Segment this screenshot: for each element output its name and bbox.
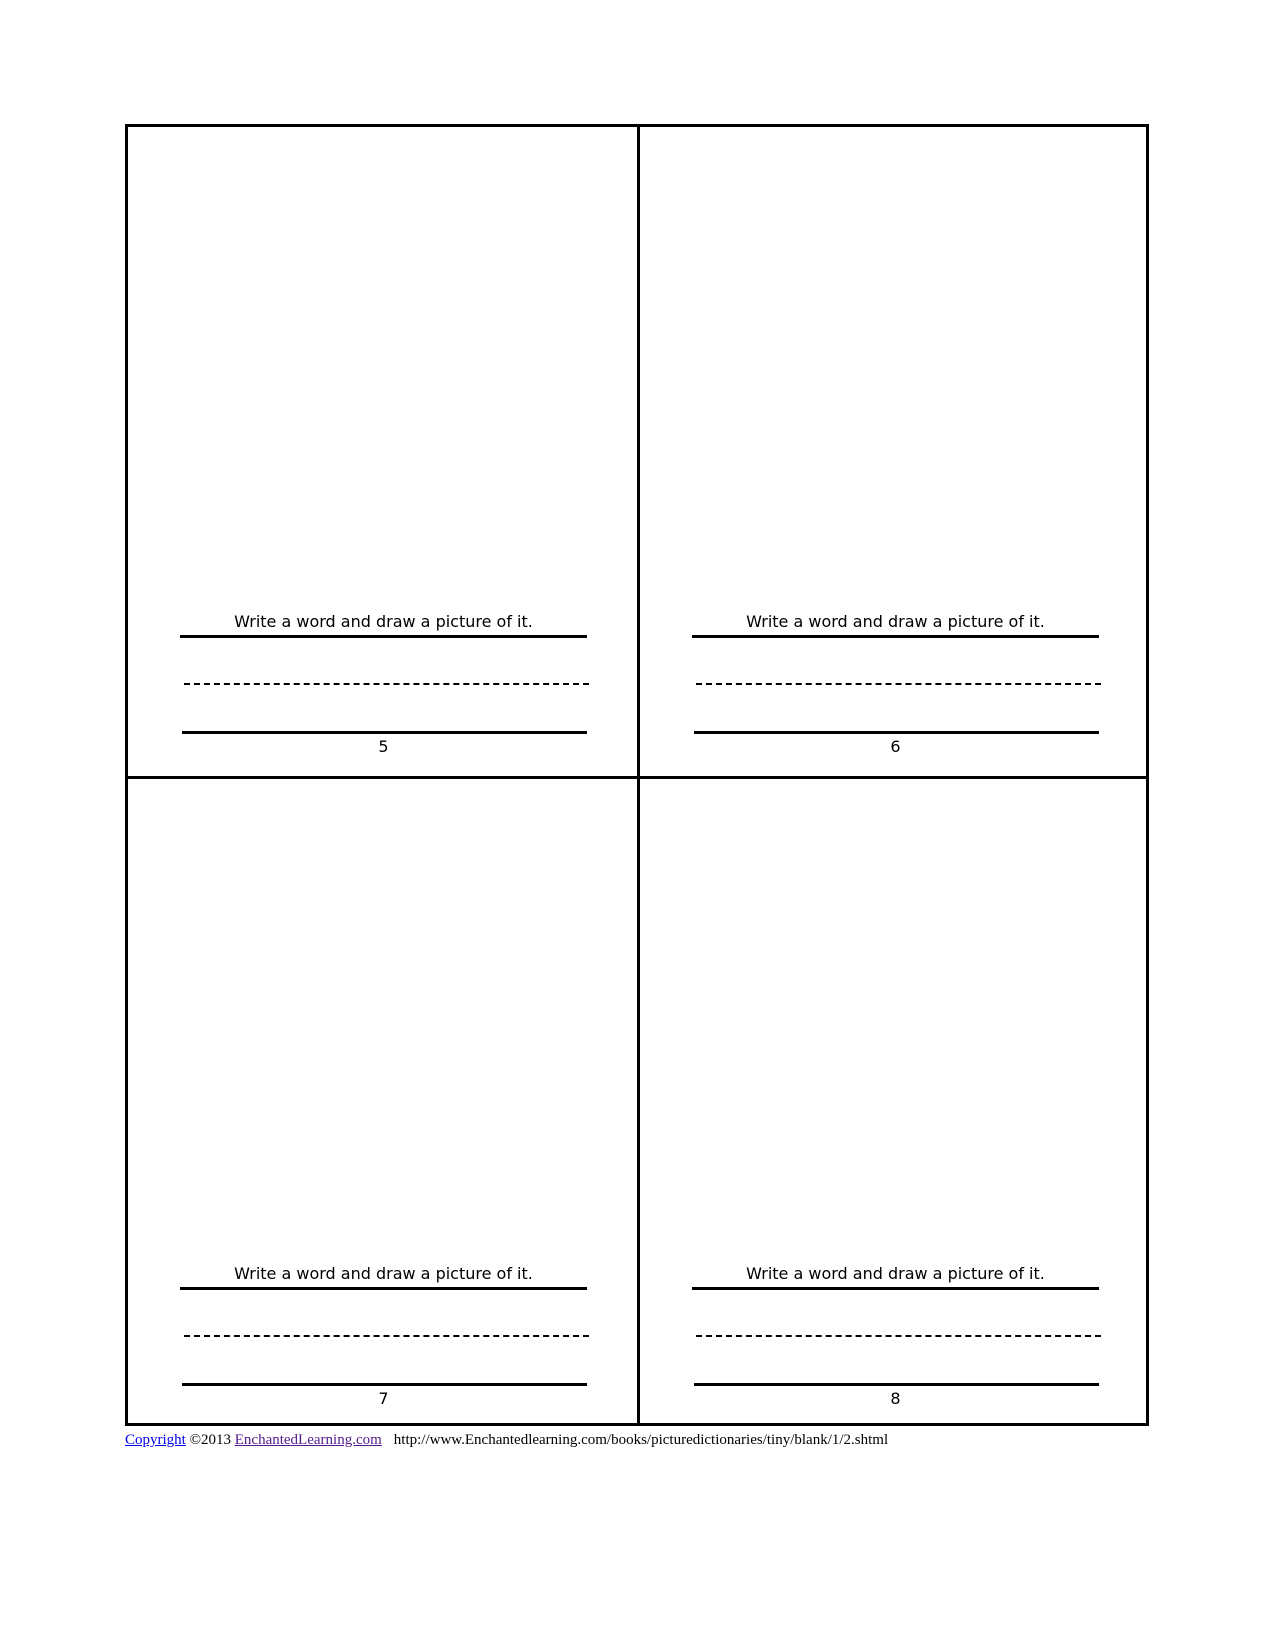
copyright-year: ©2013: [185, 1432, 235, 1448]
booklet-grid: [125, 124, 1149, 1426]
site-link[interactable]: EnchantedLearning.com: [234, 1432, 382, 1448]
page-prompt: Write a word and draw a picture of it.: [746, 612, 1045, 631]
writing-line-top: [692, 635, 1099, 638]
page-prompt: Write a word and draw a picture of it.: [234, 612, 533, 631]
page-number: 7: [378, 1389, 389, 1408]
footer: [125, 1432, 888, 1449]
page-number: 5: [378, 737, 389, 756]
booklet-page-6: [640, 127, 1149, 776]
copyright-link[interactable]: Copyright: [125, 1432, 186, 1448]
booklet-page-8: [640, 779, 1149, 1428]
page-number: 6: [890, 737, 901, 756]
writing-line-dashed: [184, 1335, 589, 1337]
writing-line-dashed: [696, 683, 1101, 685]
writing-line-bottom: [182, 1383, 587, 1386]
booklet-page-5: [128, 127, 637, 776]
page-prompt: Write a word and draw a picture of it.: [746, 1264, 1045, 1283]
writing-line-bottom: [694, 1383, 1099, 1386]
page-url: http://www.Enchantedlearning.com/books/picturedictionaries/tiny/blank/1/2.shtml: [393, 1432, 889, 1448]
booklet-page-7: [128, 779, 637, 1428]
page-number: 8: [890, 1389, 901, 1408]
writing-line-top: [180, 635, 587, 638]
writing-line-dashed: [696, 1335, 1101, 1337]
writing-line-top: [180, 1287, 587, 1290]
page-prompt: Write a word and draw a picture of it.: [234, 1264, 533, 1283]
writing-line-top: [692, 1287, 1099, 1290]
writing-line-dashed: [184, 683, 589, 685]
writing-line-bottom: [182, 731, 587, 734]
writing-line-bottom: [694, 731, 1099, 734]
